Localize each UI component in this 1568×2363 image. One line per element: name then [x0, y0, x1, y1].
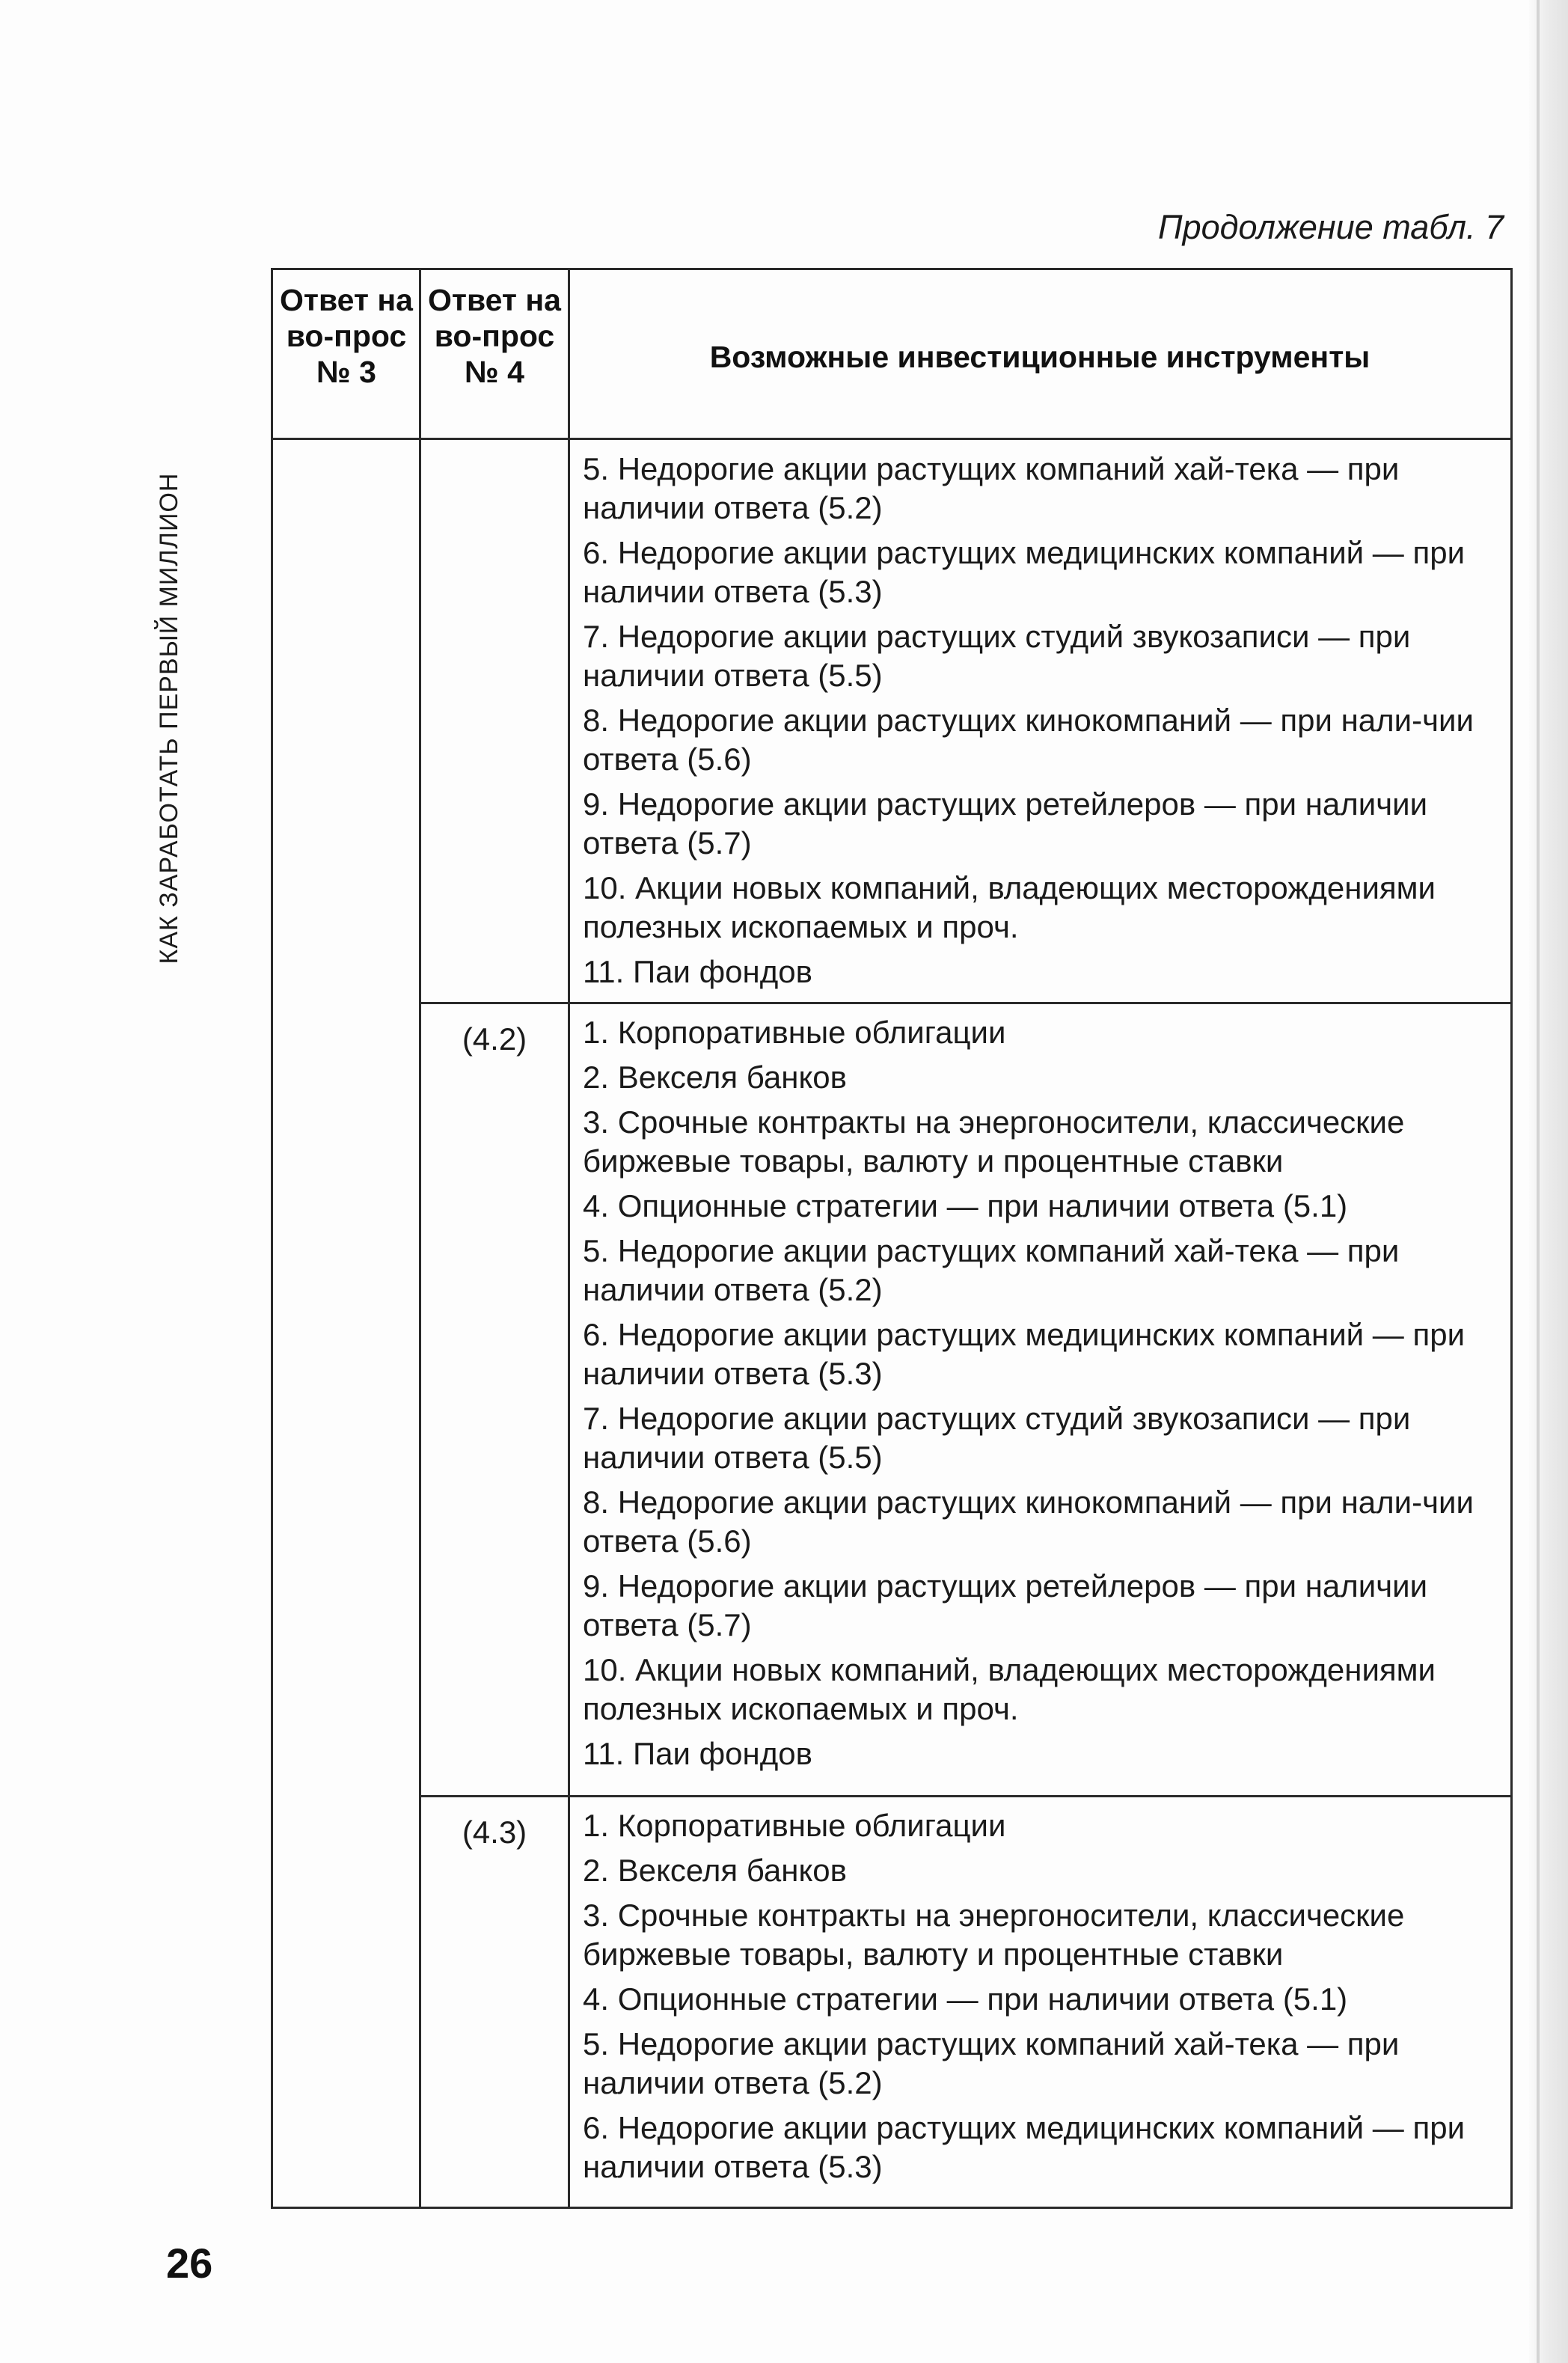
- group-2-item: 5. Недорогие акции растущих компаний хай-тека — при наличии ответа (5.2): [583, 1233, 1400, 1307]
- group-1-item: 7. Недорогие акции растущих студий звукозаписи — при наличии ответа (5.5): [583, 619, 1411, 693]
- group-2-items: [583, 1013, 1488, 1779]
- header-divider: [273, 438, 1510, 440]
- group-3-item: 5. Недорогие акции растущих компаний хай-тека — при наличии ответа (5.2): [583, 2026, 1400, 2100]
- group-3-item: 3. Срочные контракты на энергоносители, классические биржевые товары, валюту и процентные ставки: [583, 1898, 1405, 1972]
- continuation-label: Продолжение табл. 7: [1158, 208, 1504, 246]
- group-2-item: 2. Векселя банков: [583, 1060, 847, 1095]
- group-3-item: 2. Векселя банков: [583, 1853, 847, 1888]
- group-3-item: 6. Недорогие акции растущих медицинских компаний — при наличии ответа (5.3): [583, 2110, 1466, 2184]
- group-divider-1: [419, 1002, 1510, 1004]
- column-divider-2: [568, 270, 570, 2207]
- header-instruments: Возможные инвестиционные инструменты: [709, 340, 1371, 374]
- group-2-item: 3. Срочные контракты на энергоносители, классические биржевые товары, валюту и процентные ставки: [583, 1104, 1405, 1179]
- group-1-item: 5. Недорогие акции растущих компаний хай-тека — при наличии ответа (5.2): [583, 451, 1400, 525]
- group-3-items: [583, 1806, 1488, 2192]
- group-1-item: 6. Недорогие акции растущих медицинских компаний — при наличии ответа (5.3): [583, 535, 1466, 609]
- page-spine-shadow: [1529, 0, 1568, 2363]
- group-divider-2: [419, 1795, 1510, 1797]
- group-1-item: 11. Паи фондов: [583, 954, 812, 989]
- group-3-item: 1. Корпоративные облигации: [583, 1808, 1006, 1843]
- group-1-item: 8. Недорогие акции растущих кинокомпаний — при нали-чии ответа (5.6): [583, 703, 1474, 777]
- column-divider-1: [419, 270, 421, 2207]
- group-2-item: 1. Корпоративные облигации: [583, 1015, 1006, 1050]
- group-3-item: 4. Опционные стратегии — при наличии ответа (5.1): [583, 1981, 1348, 2017]
- running-head: КАК ЗАРАБОТАТЬ ПЕРВЫЙ МИЛЛИОН: [155, 472, 183, 965]
- group-2-q4: (4.2): [462, 1021, 527, 1057]
- group-3-q4: (4.3): [462, 1815, 527, 1850]
- investment-table: [271, 268, 1513, 2209]
- group-1-items: [583, 450, 1488, 997]
- group-2-item: 10. Акции новых компаний, владеющих месторождениями полезных ископаемых и проч.: [583, 1652, 1436, 1726]
- page-number: 26: [166, 2240, 213, 2287]
- header-q3: Ответ на во-прос № 3: [280, 283, 413, 389]
- group-2-item: 9. Недорогие акции растущих ретейлеров — при наличии ответа (5.7): [583, 1568, 1428, 1642]
- spine-edge: [1537, 0, 1540, 2363]
- group-2-item: 7. Недорогие акции растущих студий звукозаписи — при наличии ответа (5.5): [583, 1401, 1411, 1475]
- group-2-item: 8. Недорогие акции растущих кинокомпаний — при нали-чии ответа (5.6): [583, 1485, 1474, 1559]
- group-1-item: 9. Недорогие акции растущих ретейлеров — при наличии ответа (5.7): [583, 786, 1428, 860]
- group-2-item: 11. Паи фондов: [583, 1736, 812, 1771]
- group-2-item: 6. Недорогие акции растущих медицинских компаний — при наличии ответа (5.3): [583, 1317, 1466, 1391]
- group-1-item: 10. Акции новых компаний, владеющих месторождениями полезных ископаемых и проч.: [583, 870, 1436, 944]
- group-2-item: 4. Опционные стратегии — при наличии ответа (5.1): [583, 1188, 1348, 1223]
- header-q4: Ответ на во-прос № 4: [428, 283, 561, 389]
